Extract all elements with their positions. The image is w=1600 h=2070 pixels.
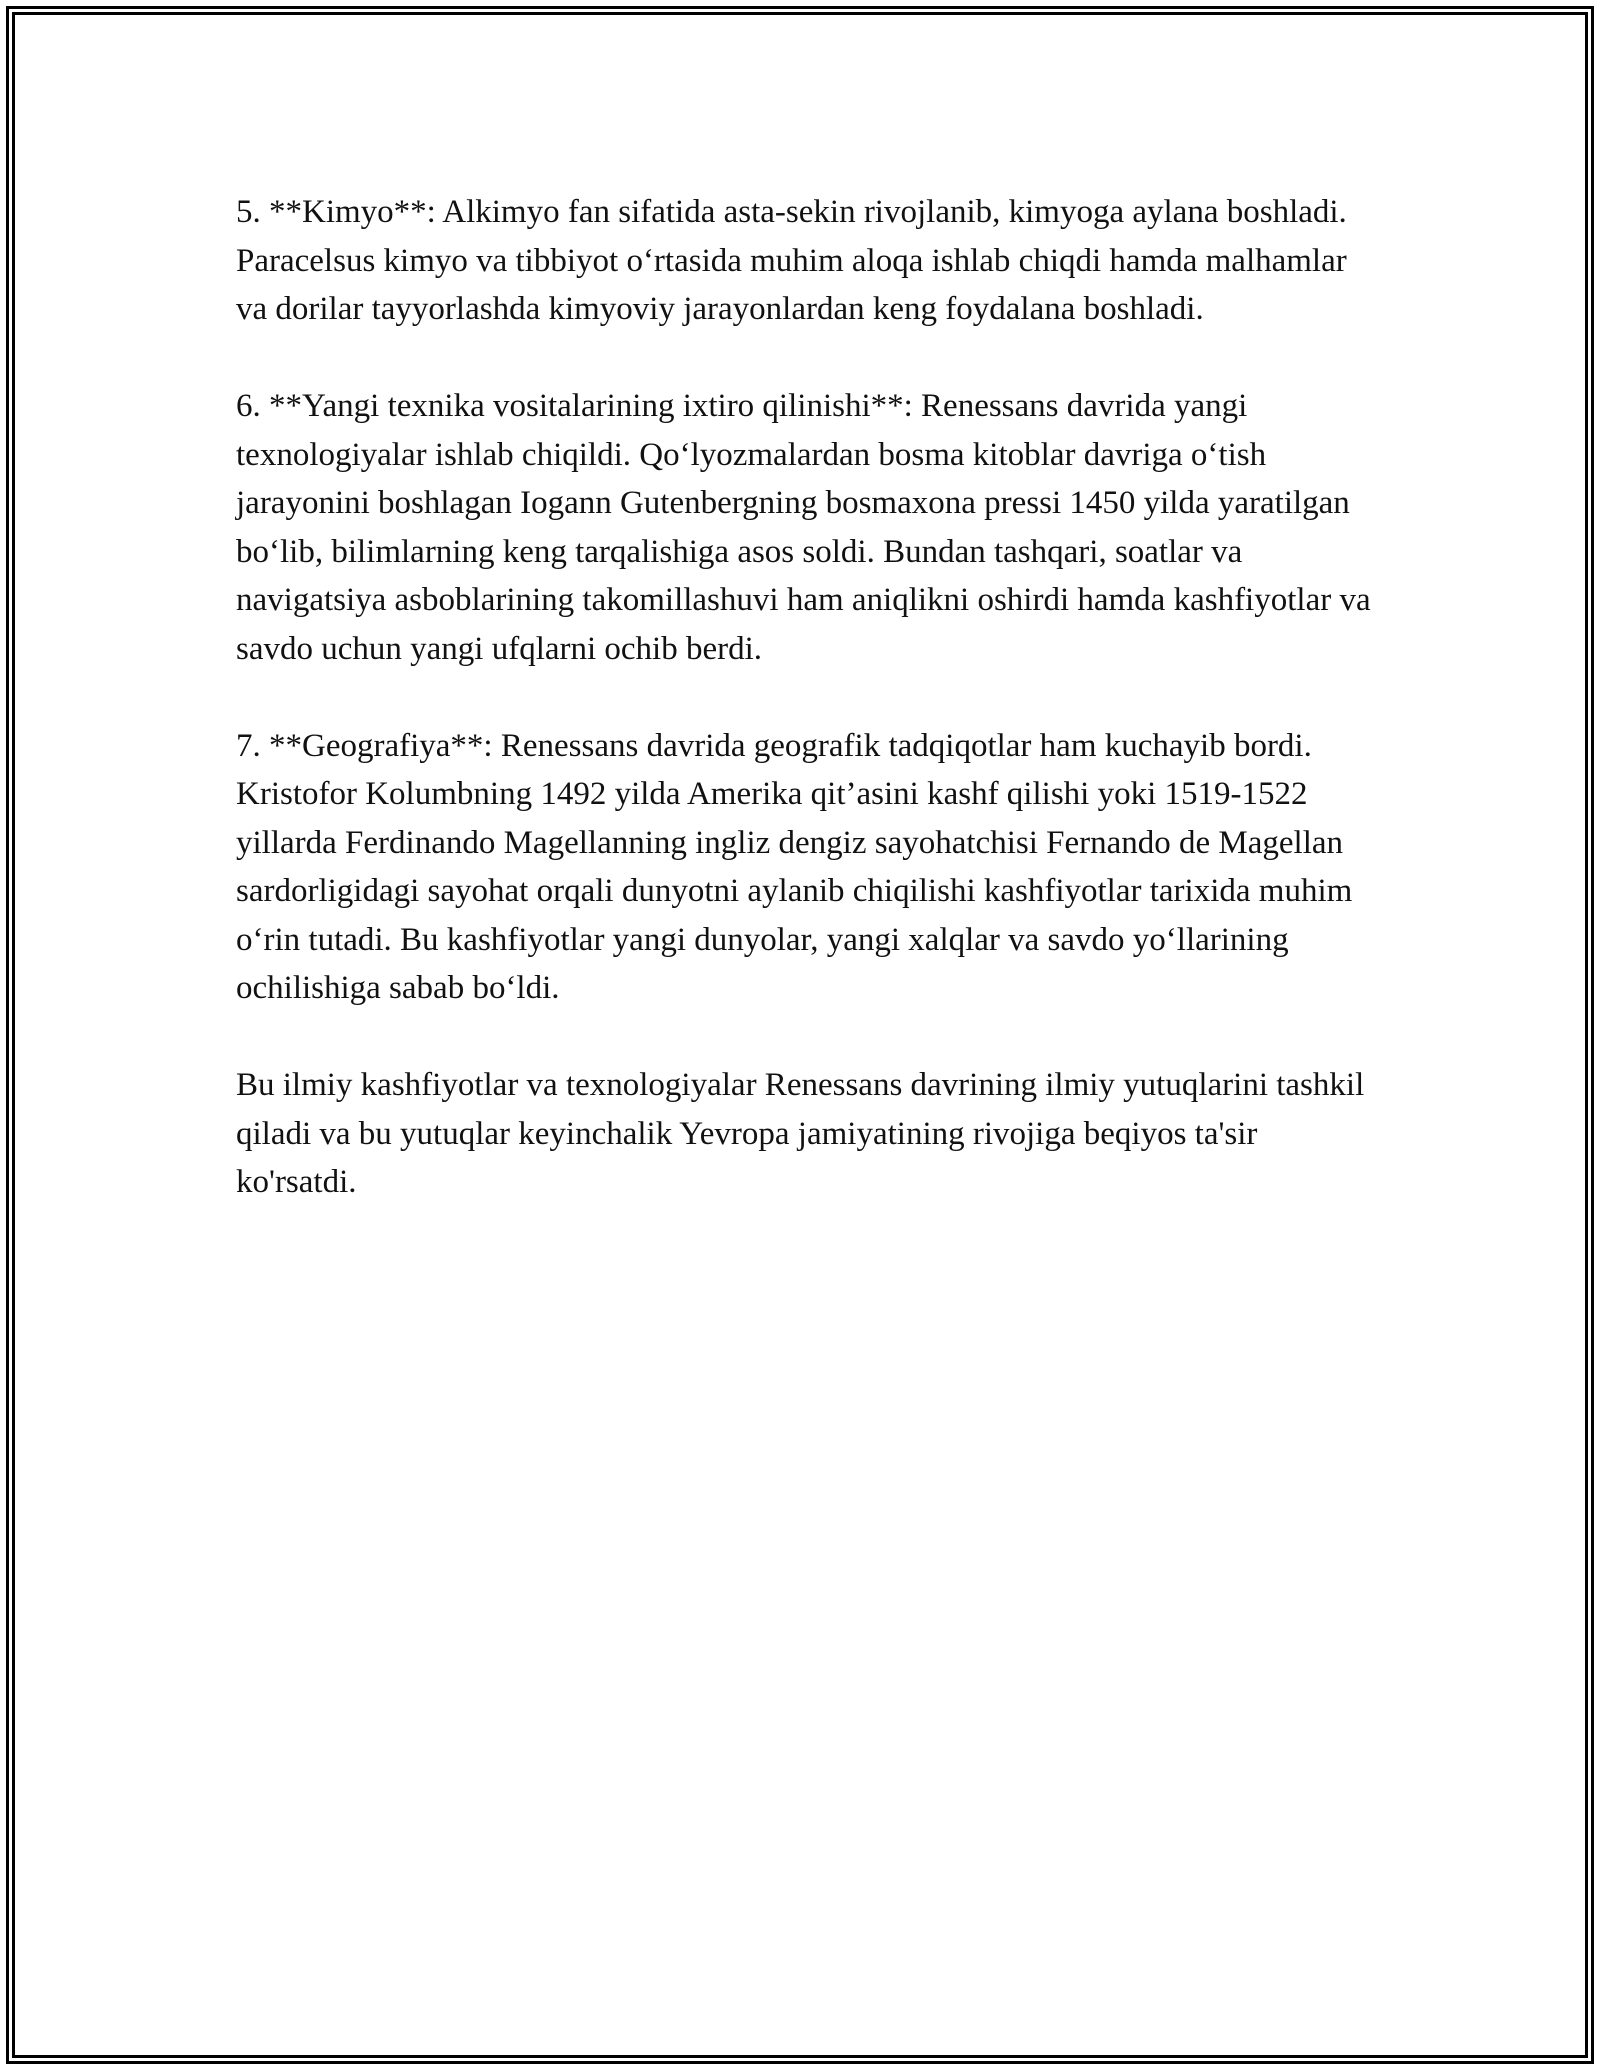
- paragraph-conclusion: Bu ilmiy kashfiyotlar va texnologiyalar Renessans davrining ilmiy yutuqlarini tashkil qiladi va bu yutuqlar keyinchalik Yevropa jamiyatining rivojiga beqiyos ta'sir ko'rsatdi.: [236, 1067, 1365, 1200]
- document-body: [236, 188, 1376, 1255]
- paragraph-geografiya: 7. **Geografiya**: Renessans davrida geografik tadqiqotlar ham kuchayib bordi. Kristofor Kolumbning 1492 yilda Amerika qit’asini kashf qilishi yoki 1519-1522 yillarda Ferdinando Magellanning ingliz dengiz sayohatchisi Fernando de Magellan sardorligidagi sayohat orqali dunyotni aylanib chiqilishi kashfiyotlar tarixida muhim o‘rin tutadi. Bu kashfiyotlar yangi dunyolar, yangi xalqlar va savdo yo‘llarining ochilishiga sabab bo‘ldi.: [236, 727, 1353, 1006]
- paragraph-kimyo: 5. **Kimyo**: Alkimyo fan sifatida asta-sekin rivojlanib, kimyoga aylana boshladi. Paracelsus kimyo va tibbiyot o‘rtasida muhim aloqa ishlab chiqdi hamda malhamlar va dorilar tayyorlashda kimyoviy jarayonlardan keng foydalana boshladi.: [236, 194, 1347, 327]
- paragraph-yangi-texnika: 6. **Yangi texnika vositalarining ixtiro qilinishi**: Renessans davrida yangi texnologiyalar ishlab chiqildi. Qo‘lyozmalardan bosma kitoblar davriga o‘tish jarayonini boshlagan Iogann Gutenbergning bosmaxona pressi 1450 yilda yaratilgan bo‘lib, bilimlarning keng tarqalishiga asos soldi. Bundan tashqari, soatlar va navigatsiya asboblarining takomillashuvi ham aniqlikni oshirdi hamda kashfiyotlar va savdo uchun yangi ufqlarni ochib berdi.: [236, 388, 1371, 667]
